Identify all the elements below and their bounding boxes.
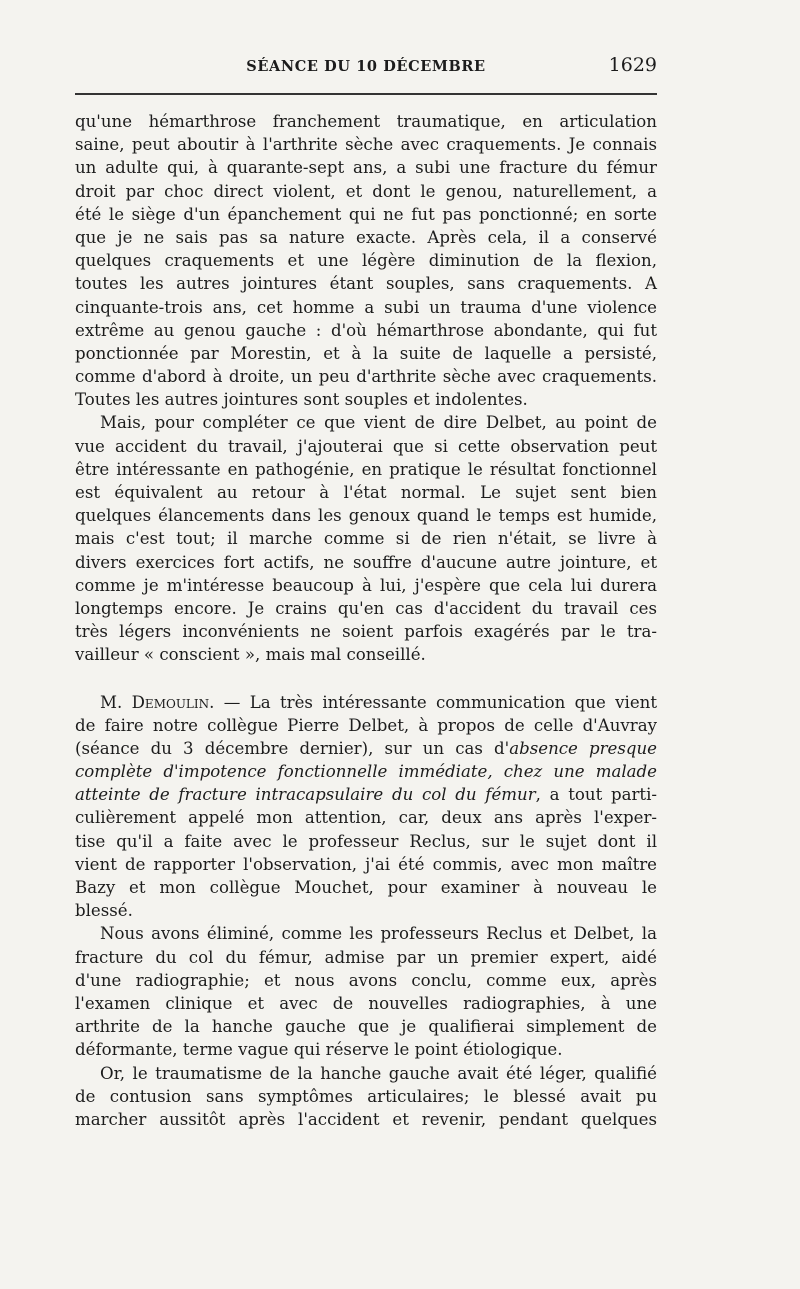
text-line: être intéressante en pathogénie, en pratique le résultat fonctionnel [75, 459, 657, 479]
text-line: cinquante-trois ans, cet homme a subi un trauma d'une violence [75, 297, 657, 317]
paragraph-5 [75, 1062, 657, 1132]
section-gap [75, 667, 657, 691]
italic-run: complète d'impotence fonctionnelle immédiate, chez une malade [75, 762, 657, 782]
text-line: extrême au genou gauche : d'où hémarthrose abondante, qui fut [75, 320, 657, 340]
header-rule [75, 93, 657, 95]
text-line [75, 783, 657, 806]
text-line: blessé. [75, 901, 133, 921]
text-line [75, 691, 657, 714]
text-line: de contusion sans symptômes articulaires; le blessé avait pu [75, 1086, 657, 1106]
text-line: saine, peut aboutir à l'arthrite sèche avec craquements. Je connais [75, 135, 657, 155]
text-line: vient de rapporter l'observation, j'ai été commis, avec mon maître [75, 854, 657, 874]
text-run: , a tout parti- [535, 785, 657, 805]
text-line: tise qu'il a faite avec le professeur Reclus, sur le sujet dont il [75, 831, 657, 851]
text-run: — La très intéressante communication que vient [214, 692, 657, 712]
text-line: été le siège d'un épanchement qui ne fut pas ponctionné; en sorte [75, 204, 657, 224]
text-line: ponctionnée par Morestin, et à la suite de laquelle a persisté, [75, 343, 657, 363]
text-line: très légers inconvénients ne soient parfois exagérés par le tra- [75, 622, 657, 642]
italic-run: absence presque [509, 738, 658, 758]
text-line: Mais, pour compléter ce que vient de dire Delbet, au point de [100, 413, 657, 433]
text-line: est équivalent au retour à l'état normal. Le sujet sent bien [75, 483, 657, 502]
text-line: quelques craquements et une légère diminution de la flexion, [75, 251, 657, 271]
text-line: déformante, terme vague qui réserve le point étiologique. [75, 1040, 563, 1060]
text-line: Bazy et mon collègue Mouchet, pour examiner à nouveau le [75, 878, 657, 897]
text-line: l'examen clinique et avec de nouvelles radiographies, à une [75, 993, 657, 1013]
text-line: vailleur « conscient », mais mal conseillé. [75, 645, 426, 665]
text-line: mais c'est tout; il marche comme si de rien n'était, se livre à [75, 529, 657, 549]
text-line: droit par choc direct violent, et dont le genou, naturellement, a [75, 181, 657, 201]
text-line: que je ne sais pas sa nature exacte. Après cela, il a conservé [75, 227, 657, 247]
speaker-name: M. Demoulin. [100, 692, 215, 712]
paragraph-3 [75, 691, 657, 923]
text-line: toutes les autres jointures étant souples, sans craquements. A [75, 274, 657, 294]
running-title: SÉANCE DU 10 DÉCEMBRE [246, 58, 486, 75]
text-line: Toutes les autres jointures sont souples et indolentes. [75, 390, 528, 410]
text-line: de faire notre collègue Pierre Delbet, à propos de celle d'Auvray [75, 715, 657, 735]
body-text [75, 110, 657, 1131]
text-line: un adulte qui, à quarante-sept ans, a subi une fracture du fémur [75, 158, 657, 178]
text-line: comme d'abord à droite, un peu d'arthrite sèche avec craquements. [75, 367, 657, 387]
text-line: vue accident du travail, j'ajouterai que si cette observation peut [75, 436, 657, 456]
text-line: Nous avons éliminé, comme les professeurs Reclus et Delbet, la [100, 924, 657, 944]
text-line: marcher aussitôt après l'accident et revenir, pendant quelques [75, 1109, 657, 1129]
page-number: 1629 [608, 54, 657, 76]
text-line: divers exercices fort actifs, ne souffre d'aucune autre jointure, et [75, 552, 657, 572]
italic-run: atteinte de fracture intracapsulaire du col du fémur [75, 785, 536, 805]
text-line: arthrite de la hanche gauche que je qualifierai simplement de [75, 1017, 657, 1037]
page-header [75, 52, 657, 80]
text-line: culièrement appelé mon attention, car, deux ans après l'exper- [75, 808, 657, 828]
paragraph-1 [75, 110, 657, 411]
text-line: comme je m'intéresse beaucoup à lui, j'espère que cela lui durera [75, 575, 657, 595]
text-line: quelques élancements dans les genoux quand le temps est humide, [75, 506, 657, 526]
text-line [75, 737, 657, 760]
text-line: d'une radiographie; et nous avons conclu, comme eux, après [75, 970, 657, 990]
paragraph-2 [75, 411, 657, 666]
text-line: qu'une hémarthrose franchement traumatique, en articulation [75, 112, 657, 131]
paragraph-4 [75, 922, 657, 1061]
text-run: (séance du 3 décembre dernier), sur un cas d' [75, 738, 510, 758]
text-line [75, 760, 657, 783]
text-line: fracture du col du fémur, admise par un premier expert, aidé [75, 947, 657, 967]
text-line: longtemps encore. Je crains qu'en cas d'accident du travail ces [75, 598, 657, 618]
text-line: Or, le traumatisme de la hanche gauche avait été léger, qualifié [100, 1063, 657, 1083]
